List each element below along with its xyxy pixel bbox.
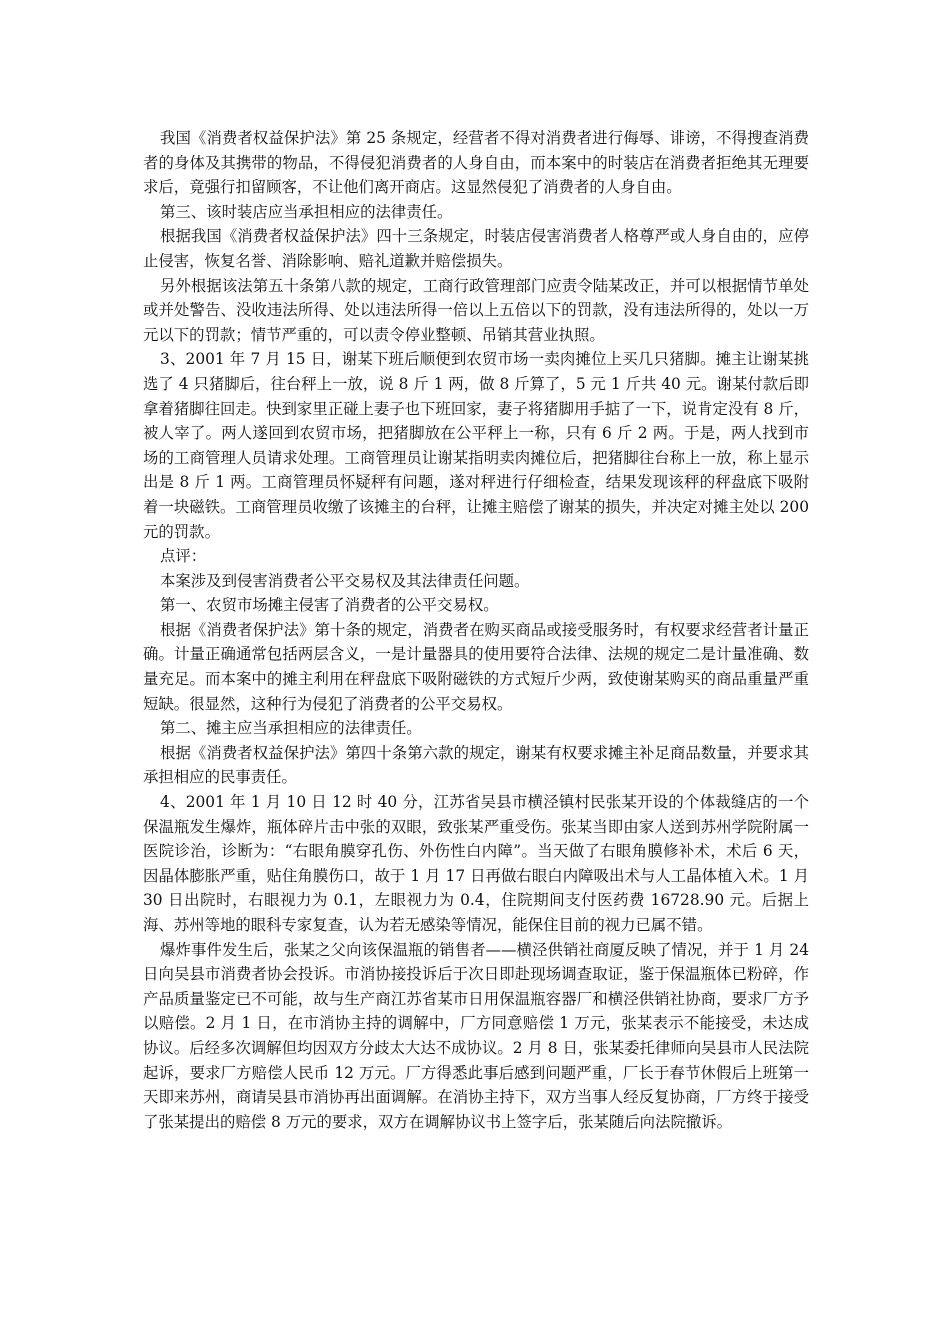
paragraph-4: 另外根据该法第五十条第八款的规定，工商行政管理部门应责令陆某改正，并可以根据情节单处或并处警告、没收违法所得、处以违法所得一倍以上五倍以下的罚款，没有违法所得的，处以一万元以下的罚款；情节严重的，可以责令停业整顿、吊销其营业执照。 (143, 276, 809, 344)
paragraph-3: 根据我国《消费者权益保护法》四十三条规定，时装店侵害消费者人格尊严或人身自由的，应停止侵害，恢复名誉、消除影响、赔礼道歉并赔偿损失。 (143, 227, 809, 270)
paragraph-6: 点评： (160, 547, 207, 566)
paragraph-8: 第一、农贸市场摊主侵害了消费者的公平交易权。 (160, 596, 499, 615)
paragraph-1: 我国《消费者权益保护法》第 25 条规定，经营者不得对消费者进行侮辱、诽谤，不得搜查消费者的身体及其携带的物品，不得侵犯消费者的人身自由，而本案中的时装店在消费者拒绝其无理要求后，竟强行扣留顾客，不让他们离开商店。这显然侵犯了消费者的人身自由。 (143, 129, 809, 197)
paragraph-11: 根据《消费者权益保护法》第四十条第六款的规定，谢某有权要求摊主补足商品数量，并要求其承担相应的民事责任。 (143, 743, 809, 787)
paragraph-2: 第三、该时装店应当承担相应的法律责任。 (160, 202, 453, 221)
document-body (143, 126, 809, 1134)
paragraph-9: 根据《消费者保护法》第十条的规定，消费者在购买商品或接受服务时，有权要求经营者计量正确。计量正确通常包括两层含义，一是计量器具的使用要符合法律、法规的规定二是计量准确、数量充足。而本案中的摊主利用在秤盘底下吸附磁铁的方式短斤少两，致使谢某购买的商品重量严重短缺。很显然，这种行为侵犯了消费者的公平交易权。 (143, 620, 809, 713)
paragraph-13: 爆炸事件发生后，张某之父向该保温瓶的销售者——横泾供销社商厦反映了情况，并于 1 月 24 日向吴县市消费者协会投诉。市消协接投诉后于次日即赴现场调查取证，鉴于保温瓶体已粉碎，作产品质量鉴定已不可能，故与生产商江苏省某市日用保温瓶容器厂和横泾供销社协商，要求厂方予以赔偿。2 月 1 日，在市消协主持的调解中，厂方同意赔偿 1 万元，张某表示不能接受，未达成协议。后经多次调解但均因双方分歧太大达不成协议。2 月 8 日，张某委托律师向吴县市人民法院起诉，要求厂方赔偿人民币 12 万元。厂方得悉此事后感到问题严重，厂长于春节休假后上班第一天即来苏州，商请吴县市消协再出面调解。在消协主持下，双方当事人经反复协商，厂方终于接受了张某提出的赔偿 8 万元的要求，双方在调解协议书上签字后，张某随后向法院撤诉。 (143, 940, 809, 1131)
paragraph-12: 4、2001 年 1 月 10 日 12 时 40 分，江苏省吴县市横泾镇村民张某开设的个体裁缝店的一个保温瓶发生爆炸，瓶体碎片击中张的双眼，致张某严重受伤。张某当即由家人送到苏州学院附属一医院诊治，诊断为：“右眼角膜穿孔伤、外伤性白内障”。当天做了右眼角膜修补术，术后 6 天，因晶体膨胀严重，贴住角膜伤口，故于 1 月 17 日再做右眼白内障吸出术与人工晶体植入术。1 月 30 日出院时，右眼视力为 0.1，左眼视力为 0.4，住院期间支付医药费 16728.90 元。后据上海、苏州等地的眼科专家复查，认为若无感染等情况，能保住目前的视力已属不错。 (143, 793, 809, 934)
paragraph-7: 本案涉及到侵害消费者公平交易权及其法律责任问题。 (160, 571, 530, 590)
paragraph-5: 3、2001 年 7 月 15 日，谢某下班后顺便到农贸市场一卖肉摊位上买几只猪脚。摊主让谢某挑选了 4 只猪脚后，往台秤上一放，说 8 斤 1 两，做 8 斤算了，5 元 1 斤共 40 元。谢某付款后即拿着猪脚往回走。快到家里正碰上妻子也下班回家，妻子将猪脚用手掂了一下，说肯定没有 8 斤，被人宰了。两人遂回到农贸市场，把猪脚放在公平秤上一称，只有 6 斤 2 两。于是，两人找到市场的工商管理人员请求处理。工商管理员让谢某指明卖肉摊位后，把猪脚往台称上一放，称上显示出是 8 斤 1 两。工商管理员怀疑秤有问题，遂对秤进行仔细检查，结果发现该秤的秤盘底下吸附着一块磁铁。工商管理员收缴了该摊主的台秤，让摊主赔偿了谢某的损失，并决定对摊主处以 200 元的罚款。 (143, 350, 809, 541)
paragraph-10: 第二、摊主应当承担相应的法律责任。 (160, 719, 422, 738)
